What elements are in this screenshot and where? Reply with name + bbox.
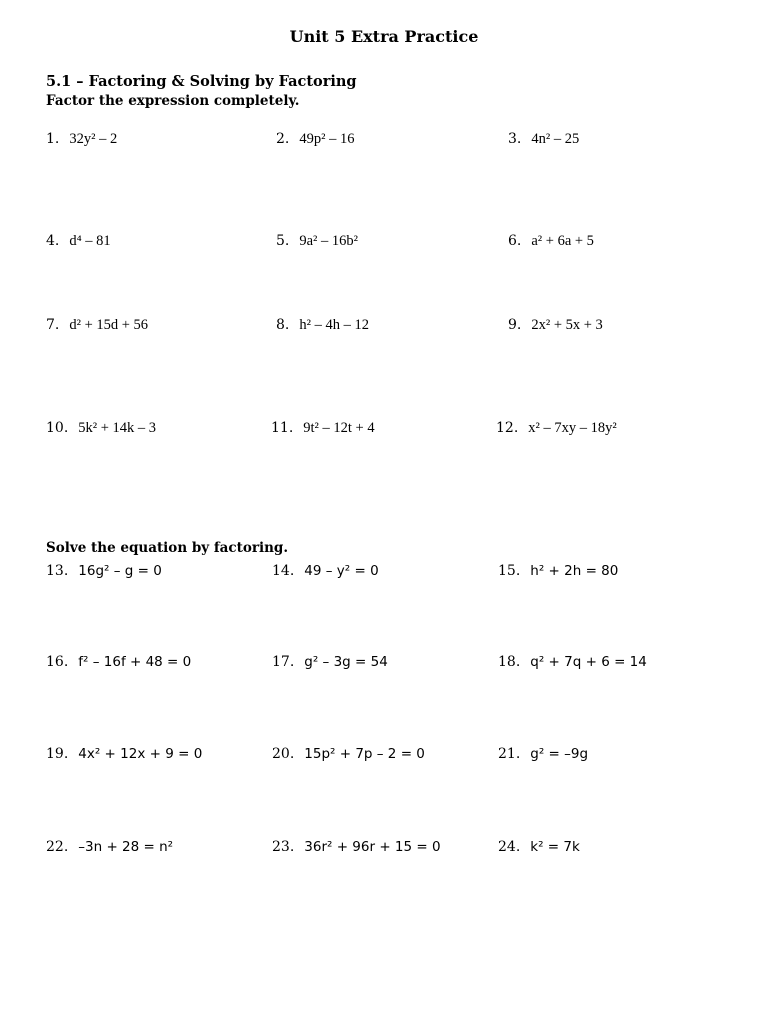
problem-8 xyxy=(276,317,369,334)
problem-expression: 5k² + 14k – 3 xyxy=(78,420,157,436)
factor-instruction: Factor the expression completely. xyxy=(46,93,300,109)
problem-expression: 36r² + 96r + 15 = 0 xyxy=(304,839,441,855)
problem-number: 13. xyxy=(46,563,69,579)
problem-24 xyxy=(498,839,580,855)
problem-18 xyxy=(498,654,647,670)
problem-number: 8. xyxy=(276,317,290,333)
problem-number: 6. xyxy=(508,233,522,249)
problem-expression: 49p² – 16 xyxy=(299,131,355,147)
problem-number: 10. xyxy=(46,420,69,436)
problem-4 xyxy=(46,233,111,250)
problem-12 xyxy=(496,420,617,437)
problem-number: 21. xyxy=(498,746,521,762)
problem-number: 17. xyxy=(272,654,295,670)
problem-22 xyxy=(46,839,173,855)
problem-expression: 16g² – g = 0 xyxy=(78,563,162,579)
problem-number: 3. xyxy=(508,131,522,147)
problem-13 xyxy=(46,563,162,579)
problem-number: 19. xyxy=(46,746,69,762)
solve-instruction: Solve the equation by factoring. xyxy=(46,540,289,556)
problem-expression: 4n² – 25 xyxy=(531,131,580,147)
problem-20 xyxy=(272,746,425,762)
problem-number: 11. xyxy=(271,420,294,436)
problem-23 xyxy=(272,839,441,855)
problem-11 xyxy=(271,420,375,437)
problem-6 xyxy=(508,233,594,250)
problem-number: 23. xyxy=(272,839,295,855)
problem-5 xyxy=(276,233,358,250)
problem-10 xyxy=(46,420,156,437)
problem-number: 22. xyxy=(46,839,69,855)
problem-16 xyxy=(46,654,191,670)
problem-number: 1. xyxy=(46,131,60,147)
problem-expression: 49 – y² = 0 xyxy=(304,563,379,579)
problem-expression: 15p² + 7p – 2 = 0 xyxy=(304,746,425,762)
problem-number: 5. xyxy=(276,233,290,249)
problem-expression: g² = –9g xyxy=(530,746,589,762)
problem-15 xyxy=(498,563,618,579)
problem-9 xyxy=(508,317,603,334)
problem-1 xyxy=(46,131,117,148)
problem-expression: 2x² + 5x + 3 xyxy=(531,317,603,333)
problem-21 xyxy=(498,746,588,762)
problem-number: 15. xyxy=(498,563,521,579)
page-title: Unit 5 Extra Practice xyxy=(289,27,479,46)
problem-expression: d² + 15d + 56 xyxy=(69,317,149,333)
problem-expression: x² – 7xy – 18y² xyxy=(528,420,617,436)
problem-number: 4. xyxy=(46,233,60,249)
problem-expression: 9a² – 16b² xyxy=(299,233,358,249)
section-heading: 5.1 – Factoring & Solving by Factoring xyxy=(46,73,357,90)
problem-number: 2. xyxy=(276,131,290,147)
problem-expression: g² – 3g = 54 xyxy=(304,654,388,670)
problem-expression: d⁴ – 81 xyxy=(69,233,111,249)
problem-expression: q² + 7q + 6 = 14 xyxy=(530,654,647,670)
problem-expression: –3n + 28 = n² xyxy=(78,839,174,855)
problem-expression: h² + 2h = 80 xyxy=(530,563,619,579)
problem-number: 14. xyxy=(272,563,295,579)
problem-7 xyxy=(46,317,148,334)
problem-expression: 9t² – 12t + 4 xyxy=(303,420,375,436)
problem-expression: 4x² + 12x + 9 = 0 xyxy=(78,746,203,762)
problem-expression: h² – 4h – 12 xyxy=(299,317,369,333)
problem-14 xyxy=(272,563,379,579)
problem-number: 7. xyxy=(46,317,60,333)
problem-number: 18. xyxy=(498,654,521,670)
problem-number: 12. xyxy=(496,420,519,436)
problem-19 xyxy=(46,746,202,762)
problem-3 xyxy=(508,131,579,148)
problem-expression: k² = 7k xyxy=(530,839,580,855)
problem-expression: 32y² – 2 xyxy=(69,131,118,147)
problem-2 xyxy=(276,131,354,148)
problem-number: 20. xyxy=(272,746,295,762)
problem-17 xyxy=(272,654,388,670)
problem-number: 24. xyxy=(498,839,521,855)
problem-expression: a² + 6a + 5 xyxy=(531,233,594,249)
problem-expression: f² – 16f + 48 = 0 xyxy=(78,654,192,670)
problem-number: 16. xyxy=(46,654,69,670)
problem-number: 9. xyxy=(508,317,522,333)
